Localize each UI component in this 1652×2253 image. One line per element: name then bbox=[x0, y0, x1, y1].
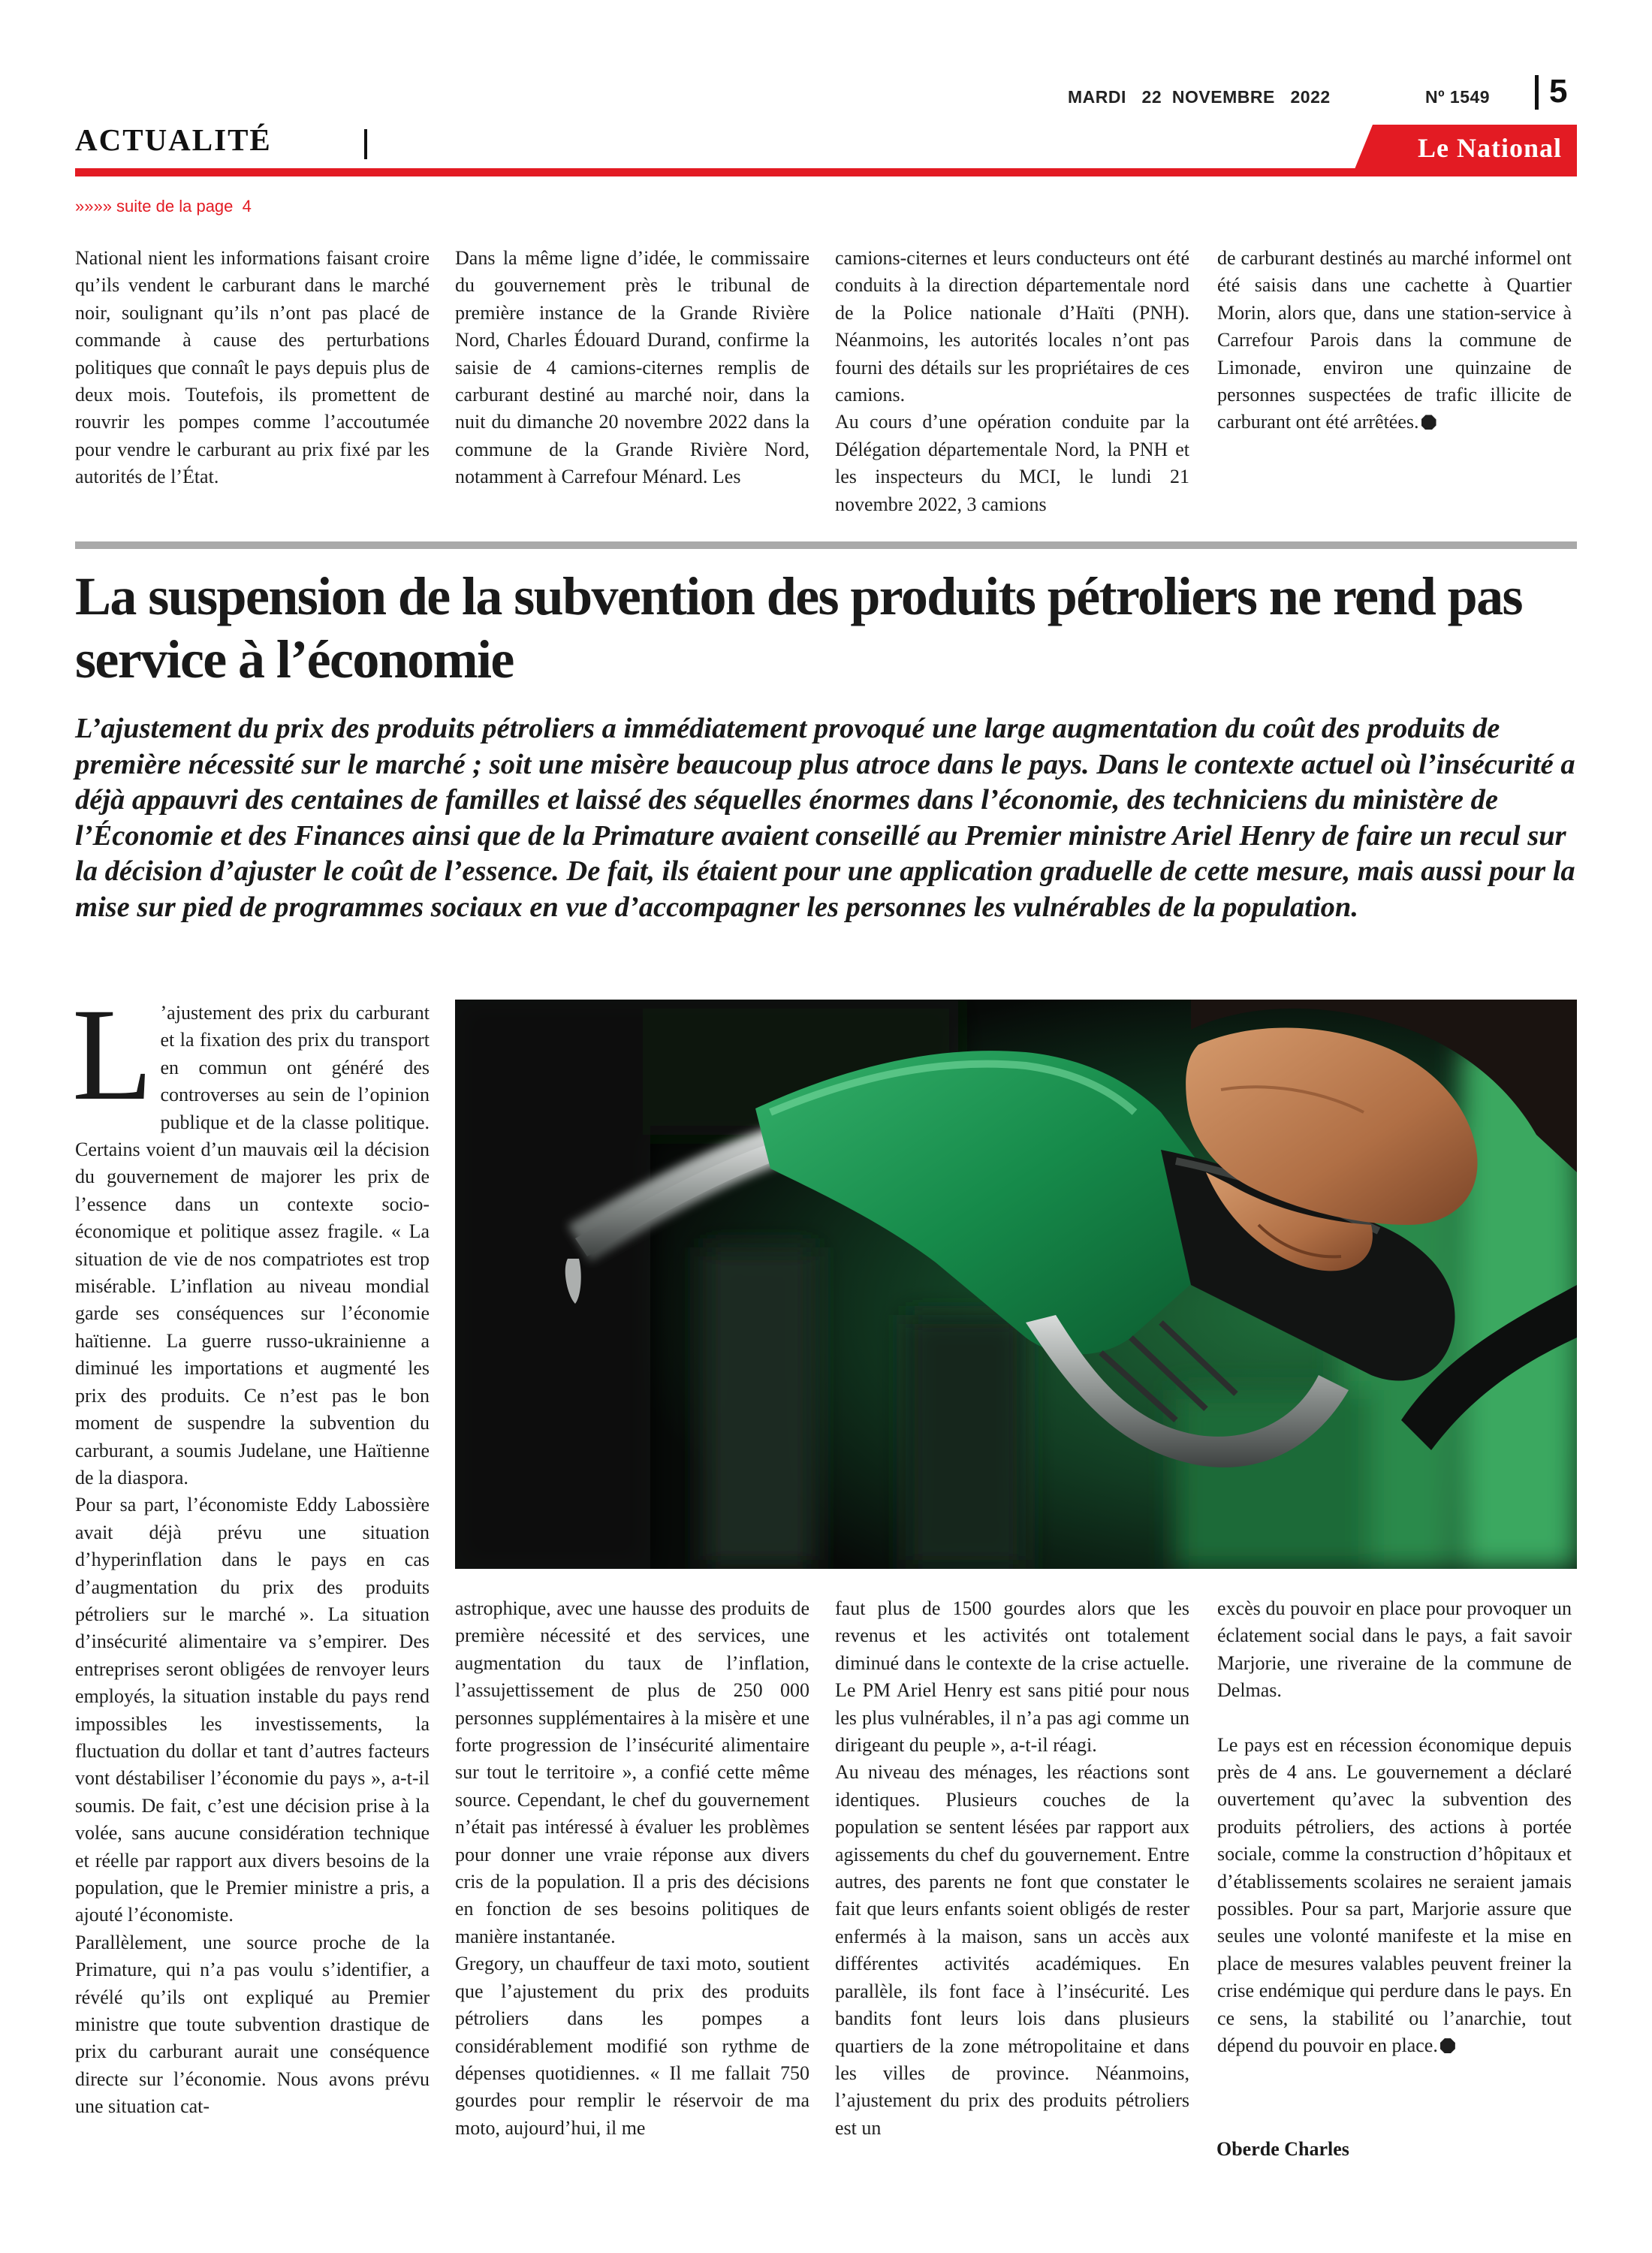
article-paragraph: Gregory, un chauffeur de taxi moto, soutient que l’ajustement du prix des produits pétroliers dans les pompes a considérablement modifié son rythme de dépenses quotidiennes. « Il me fallait 750 gourdes pour remplir le réservoir de ma moto, aujourd’hui, il me bbox=[455, 1953, 809, 2139]
fuel-nozzle-photo-icon bbox=[455, 1000, 1577, 1569]
article-paragraph: Au niveau des ménages, les réactions sont identiques. Plusieurs couches de la population se sentent lésées par rapport aux agissements du chef du gouvernement. Entre autres, des parents ne font que constater le fait que leurs enfants soient obligés de rester enfermés à la maison, sans un accès aux différentes activités académiques. En parallèle, ils font face à l’insécurité. Les bandits font leurs lois dans plusieurs quartiers de la zone métropolitaine et dans les villes de province. Néanmoins, l’ajustement du prix des produits pétroliers est un bbox=[835, 1761, 1189, 2139]
drop-cap: L bbox=[72, 982, 153, 1128]
continued-paragraph: de carburant destinés au marché informel ont été saisis dans une cachette à Quartier Morin, alors que, dans une station-service à Carrefour Parois dans la commune de Limonade, environ une quinzaine de personnes suspectées de trafic illicite de carburant ont été arrêtées. bbox=[1217, 247, 1572, 433]
section-title: ACTUALITÉ bbox=[75, 122, 272, 157]
fuel-nozzle-photo bbox=[455, 1000, 1577, 1569]
article-column-4 bbox=[1217, 1595, 1572, 2060]
continued-paragraph: Au cours d’une opération conduite par la Délégation départementale Nord, la PNH et les inspecteurs du MCI, le lundi 21 novembre 2022, 3 camions bbox=[835, 411, 1189, 515]
continued-column-2 bbox=[455, 245, 809, 491]
article-separator bbox=[75, 541, 1577, 549]
end-of-article-icon bbox=[1440, 2038, 1455, 2053]
issue-date: MARDI 22 NOVEMBRE 2022 bbox=[1068, 87, 1331, 107]
article-headline: La suspension de la subvention des produits pétroliers ne rend pas service à l’économie bbox=[75, 566, 1522, 689]
article-paragraph: Pour sa part, l’économiste Eddy Labossière avait déjà prévu une situation d’hyperinflation dans le pays en cas d’augmentation du prix des produits pétroliers sur le marché ». La situation d’insécurité alimentaire va s’empirer. Des entreprises seront obligées de renvoyer leurs employés, la situation instable du pays rend impossibles les investissements, la fluctuation du dollar et tant d’autres facteurs vont déstabiliser l’économie du pays », a-t-il soumis. De fait, c’est une décision prise à la volée, sans aucune considération technique et réelle par rapport aux divers besoins de la population, que le Premier ministre a pris, a ajouté l’économiste. bbox=[75, 1494, 430, 1926]
article-lead: L’ajustement du prix des produits pétroliers a immédiatement provoqué une large augmentation du coût des produits de première nécessité sur le marché ; soit une misère beaucoup plus atroce dans le pays. Dans le contexte actuel où l’insécurité a déjà appauvri des centaines de familles et laissé des séquelles énormes dans l’économie, des techniciens du ministère de l’Économie et des Finances ainsi que de la Primature avaient conseillé au Premier ministre Ariel Henry de faire un recul sur la décision d’ajuster le coût de l’essence. De fait, ils étaient pour une application graduelle de cette mesure, mais aussi pour la mise sur pied de programmes sociaux en vue d’accompagner les personnes les vulnérables de la population. bbox=[75, 713, 1575, 923]
continued-paragraph: camions-citernes et leurs conducteurs ont été conduits à la direction départementale nord de la Police nationale d’Haïti (PNH). Néanmoins, les autorités locales n’ont pas fourni des détails sur les propriétaires de ces camions. bbox=[835, 247, 1189, 406]
article-paragraph: Le pays est en récession économique depuis près de 4 ans. Le gouvernement a déclaré ouvertement qu’avec la subvention des produits pétroliers, des actions à portée sociale, comme la construction d’hôpitaux et d’établissements scolaires ne seraient jamais possibles. Pour sa part, Marjorie assure que seules une volonté manifeste et la mise en place de mesures valables peuvent freiner la crise endémique qui perdure dans le pays. En ce sens, la stabilité ou l’anarchie, tout dépend du pouvoir en place. bbox=[1217, 1733, 1572, 2057]
continued-paragraph: Dans la même ligne d’idée, le commissaire du gouvernement près le tribunal de première instance de la Grande Rivière Nord, Charles Édouard Durand, confirme la saisie de 4 camions-citernes remplis de carburant destiné au marché noir, dans la nuit du dimanche 20 novembre 2022 dans la commune de la Grande Rivière Nord, notamment à Carrefour Ménard. Les bbox=[455, 247, 809, 488]
article-paragraph: Parallèlement, une source proche de la Primature, qui n’a pas voulu s’identifier, a révélé qu’ils ont expliqué au Premier ministre que toute subvention drastique de prix du carburant aurait une conséquence directe sur l’économie. Nous avons prévu une situation cat- bbox=[75, 1931, 430, 2118]
newspaper-brand: Le National bbox=[1417, 133, 1562, 163]
issue-number: Nº 1549 bbox=[1425, 87, 1491, 107]
article-paragraph: astrophique, avec une hausse des produits de première nécessité et des services, une augmentation du taux de l’inflation, l’assujettissement de plus de 250 000 personnes supplémentaires à la misère et une forte progression de l’insécurité alimentaire sur tout le territoire », a confié cette même source. Cependant, le chef du gouvernement n’était pas intéressé à évaluer les problèmes pour donner une vraie réponse aux divers cris de la population. Il a pris des décisions en fonction de ses besoins politiques de manière instantanée. bbox=[455, 1597, 809, 1947]
end-of-article-icon bbox=[1421, 415, 1436, 430]
continued-column-4 bbox=[1217, 245, 1572, 436]
header-red-rule bbox=[75, 168, 1577, 176]
article-column-2 bbox=[455, 1595, 809, 2142]
article-paragraph: excès du pouvoir en place pour provoquer un éclatement social dans le pays, a fait savoir Marjorie, une riveraine de la commune de Delmas. bbox=[1217, 1597, 1572, 1702]
section-divider bbox=[364, 129, 367, 159]
page-number-divider bbox=[1535, 75, 1539, 110]
page-number: 5 bbox=[1549, 73, 1568, 110]
article-paragraph: L ’ajustement des prix du carburant et la fixation des prix du transport en commun ont généré des controverses au sein de l’opinion publique et de la classe politique. Certains voient d’un mauvais œil la décision du gouvernement de majorer les prix de l’essence dans un contexte socio-économique et politique assez fragile. « La situation de vie de nos compatriotes est trop misérable. L’inflation au niveau mondial garde ses conséquences sur l’économie haïtienne. La guerre russo-ukrainienne a diminué les importations et augmenté les prix des produits. Ce n’est pas le bon moment de suspendre la subvention du carburant, a soumis Judelane, une Haïtienne de la diaspora. bbox=[72, 982, 430, 1488]
continued-column-3 bbox=[835, 245, 1189, 518]
article-paragraph: faut plus de 1500 gourdes alors que les revenus et les activités ont totalement diminué dans le contexte de la crise actuelle. Le PM Ariel Henry est sans pitié pour nous les plus vulnérables, il n’a pas agi comme un dirigeant du peuple », a-t-il réagi. bbox=[835, 1597, 1189, 1757]
continued-from-label: »»»» suite de la page 4 bbox=[75, 197, 252, 216]
continued-paragraph: National nient les informations faisant croire qu’ils vendent le carburant dans le marché noir, soulignant qu’ils n’ont pas placé de commande à cause des perturbations politiques que connaît le pays depuis plus de deux mois. Toutefois, ils promettent de rouvrir les pompes comme l’accoutumée pour vendre le carburant au prix fixé par les autorités de l’État. bbox=[75, 247, 430, 488]
article-byline: Oberde Charles bbox=[1216, 2138, 1349, 2160]
continued-column-1 bbox=[75, 245, 430, 491]
article-column-1 bbox=[72, 982, 430, 2121]
article-column-3 bbox=[835, 1595, 1189, 2142]
